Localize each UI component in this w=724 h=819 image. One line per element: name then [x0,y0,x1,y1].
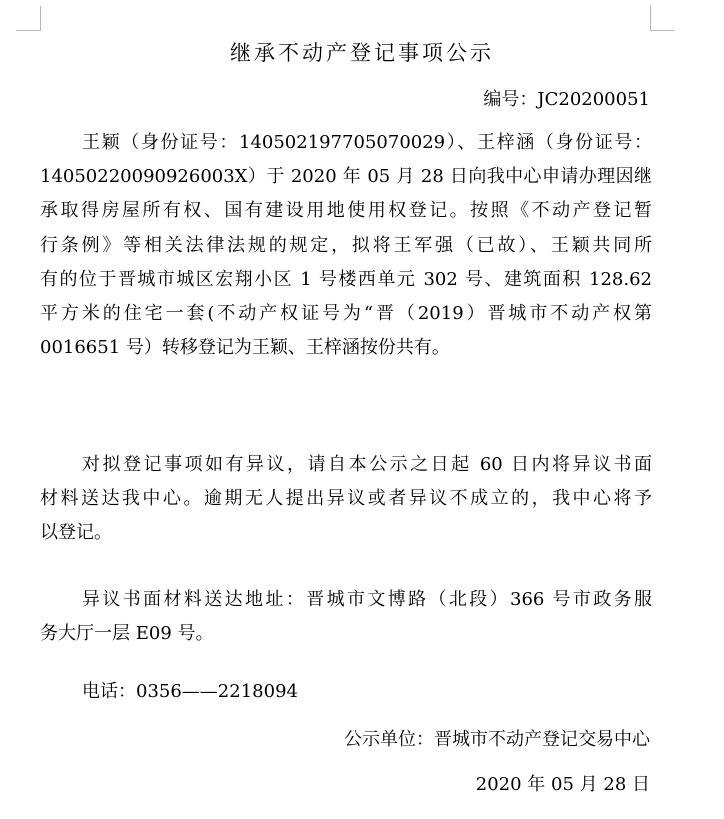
paragraph-line: 14050220090926003X）于 2020 年 05 月 28 日向我中心申请办理因继 [40,166,652,188]
phone-line: 电话：0356——2218094 [82,681,298,702]
document-title: 继承不动产登记事项公示 [230,41,494,65]
paragraph-line: 王颖（身份证号：140502197705070029）、王梓涵（身份证号： [82,132,652,153]
document-number: 编号：JC20200051 [483,89,650,110]
paragraph-line: 以登记。 [40,522,112,544]
paragraph-line: 行条例》等相关法律法规的规定，拟将王军强（已故）、王颖共同所 [40,234,652,256]
paragraph-line: 承取得房屋所有权、国有建设用地使用权登记。按照《不动产登记暂 [40,200,652,222]
paragraph-objection-notice [40,448,652,551]
paragraph-phone [40,675,652,709]
paragraph-line: 对拟登记事项如有异议，请自本公示之日起 60 日内将异议书面 [82,454,652,475]
paragraph-line: 平方米的住宅一套(不动产权证号为“晋（2019）晋城市不动产权第 [40,302,652,324]
paragraph-line: 材料送达我中心。逾期无人提出异议或者异议不成立的，我中心将予 [40,488,652,510]
paragraph-delivery-address [40,583,652,651]
publisher-line: 公示单位：晋城市不动产登记交易中心 [344,729,650,750]
paragraph-line: 务大厅一层 E09 号。 [40,623,214,645]
paragraph-line: 0016651 号）转移登记为王颖、王梓涵按份共有。 [40,337,450,359]
margin-corner-mark-right [650,6,675,31]
publication-date: 2020 年 05 月 28 日 [475,774,650,795]
paragraph-line: 异议书面材料送达地址：晋城市文博路（北段）366 号市政务服 [82,589,652,610]
margin-corner-mark-left [16,6,41,31]
paragraph-applicants [40,126,652,365]
paragraph-line: 有的位于晋城市城区宏翔小区 1 号楼西单元 302 号、建筑面积 128.62 [40,268,652,290]
